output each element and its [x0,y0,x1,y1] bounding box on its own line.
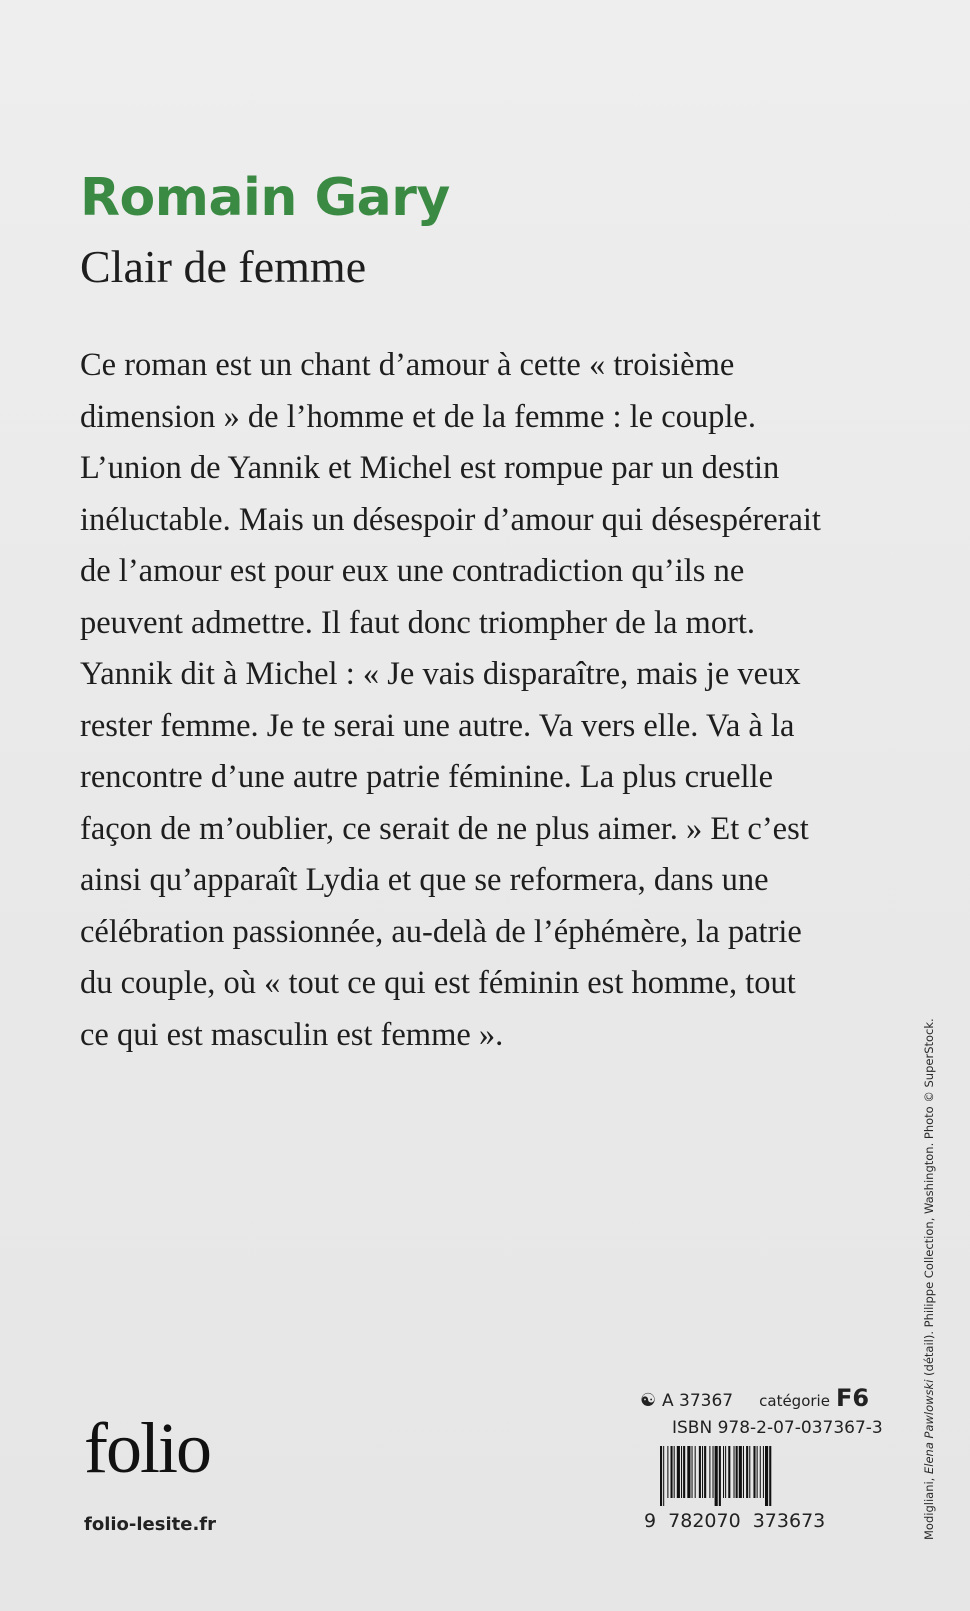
barcode-digits [644,1510,831,1532]
blurb-line: rencontre d’une autre patrie féminine. La plus cruelle [80,759,774,795]
barcode-bar [709,1446,710,1498]
image-credit [922,1018,936,1540]
blurb-line: rester femme. Je te serai une autre. Va vers elle. Va à la [80,707,795,744]
barcode-bar [725,1446,726,1498]
blurb-line: dimension » de l’homme et de la femme : le couple. [80,398,756,435]
barcode-digit-group: 9 [644,1510,657,1532]
blurb-line: inéluctable. Mais un désespoir d’amour qui désespérerait [80,501,821,538]
publisher-mark-icon: ☯ [640,1390,657,1411]
barcode-bar [695,1446,696,1498]
blurb-line: Ce roman est un chant d’amour à cette « troisième [80,347,735,383]
blurb-line: de l’amour est pour eux une contradiction qu’ils ne [80,553,745,589]
blurb-line: ainsi qu’apparaît Lydia et que se reformera, dans une [80,862,769,898]
barcode-bar [663,1446,664,1506]
barcode-bar [749,1446,750,1498]
blurb-line: Yannik dit à Michel : « Je vais disparaître, mais je veux [80,656,801,692]
credit-artwork-title: Elena Pawlowski [922,1379,936,1474]
barcode-bar [739,1446,742,1498]
blurb-line: façon de m’oublier, ce serait de ne plus aimer. » Et c’est [80,810,809,847]
credit-text: (détail). Philippe Collection, Washington. Photo © SuperStock. [922,1018,936,1380]
publication-info [640,1384,880,1412]
barcode-digit-group: 782070 [668,1510,741,1532]
book-title: Clair de femme [80,241,367,292]
barcode-bar [692,1446,693,1498]
barcode-bar [723,1446,724,1498]
barcode-bar [702,1446,703,1498]
barcode-bar [765,1446,768,1506]
credit-text: Modigliani, [922,1474,936,1540]
publisher-website: folio-lesite.fr [84,1514,216,1535]
catalog-code: A 37367 [662,1391,734,1411]
barcode-digit-group: 373673 [752,1510,826,1532]
barcode-bar [763,1446,764,1498]
barcode-bar [743,1446,744,1498]
barcode-bar [760,1446,761,1498]
barcode-bar [699,1446,701,1498]
barcode-bar [687,1446,690,1498]
category-value: F6 [835,1384,870,1412]
barcode-bar [681,1446,682,1498]
blurb-line: ce qui est masculin est femme ». [80,1016,504,1053]
barcode [660,1446,868,1506]
barcode-bar [753,1446,755,1498]
folio-logo: folio [84,1408,210,1488]
barcode-bar [746,1446,748,1498]
barcode-bar [704,1446,706,1498]
barcode-bar [667,1446,668,1498]
barcode-bar [671,1446,673,1498]
barcode-bar [715,1446,718,1506]
barcode-bar [734,1446,735,1498]
barcode-bar [713,1446,714,1498]
isbn: ISBN 978-2-07-037367-3 [672,1418,883,1438]
blurb-line: du couple, où « tout ce qui est féminin est homme, tout [80,965,796,1001]
barcode-bar [736,1446,738,1498]
barcode-bar [757,1446,758,1498]
barcode-bar [660,1446,662,1506]
barcode-bar [728,1446,730,1498]
blurb-text [80,340,880,1061]
barcode-bar [769,1446,771,1506]
barcode-bar [674,1446,675,1498]
blurb-line: L’union de Yannik et Michel est rompue par un destin [80,450,780,486]
barcode-bar [719,1446,721,1506]
blurb-line: célébration passionnée, au-delà de l’éphémère, la patrie [80,913,802,950]
author-name: Romain Gary [80,168,450,228]
blurb-line: peuvent admettre. Il faut donc triompher de la mort. [80,604,756,641]
category-label: catégorie [759,1392,830,1410]
barcode-bar [683,1446,685,1498]
barcode-bar [677,1446,680,1498]
